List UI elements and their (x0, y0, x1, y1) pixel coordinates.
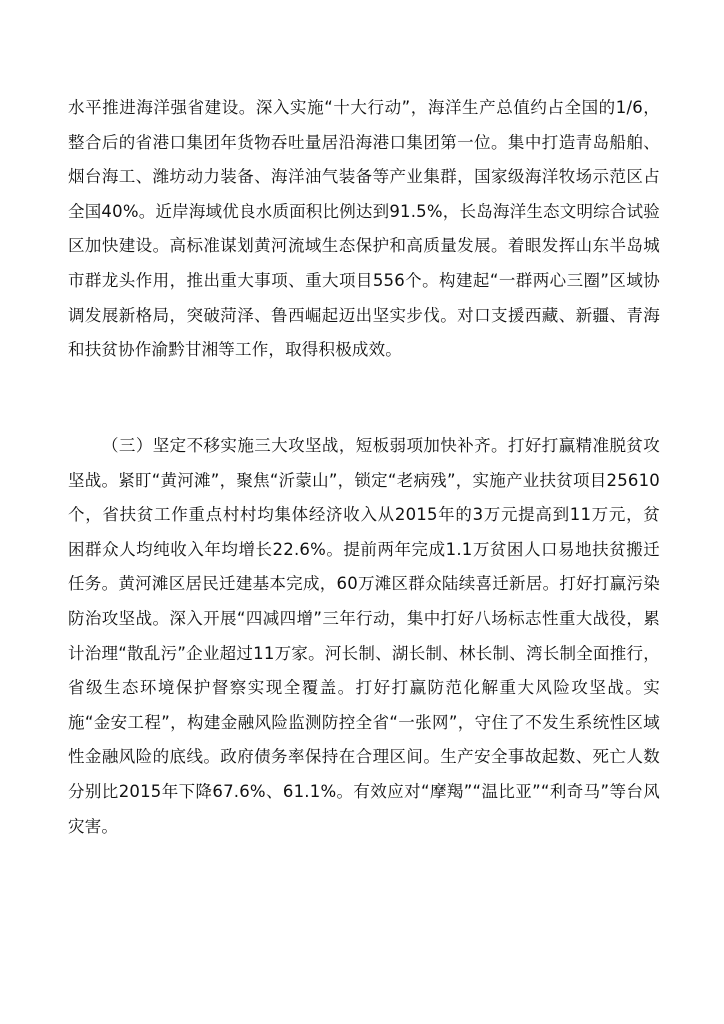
body-paragraph-three-battles: （三）坚定不移实施三大攻坚战，短板弱项加快补齐。打好打赢精准脱贫攻坚战。紧盯“黄河滩”，聚焦“沂蒙山”，锁定“老病残”，实施产业扶贫项目25610个，省扶贫工作重点村村均集体经济收入从2015年的3万元提高到11万元，贫困群众人均纯收入年均增长22.6%。提前两年完成1.1万贫困人口易地扶贫搬迁任务。黄河滩区居民迁建基本完成，60万滩区群众陆续喜迁新居。打好打赢污染防治攻坚战。深入开展“四减四增”三年行动，集中打好八场标志性重大战役，累计治理“散乱污”企业超过11万家。河长制、湖长制、林长制、湾长制全面推行，省级生态环境保护督察实现全覆盖。打好打赢防范化解重大风险攻坚战。实施“金安工程”，构建金融风险监测防控全省“一张网”，守住了不发生系统性区域性金融风险的底线。政府债务率保持在合理区间。生产安全事故起数、死亡人数分别比2015年下降67.6%、61.1%。有效应对“摩羯”“温比亚”“利奇马”等台风灾害。 (68, 436, 660, 836)
body-paragraph-marine-development: 水平推进海洋强省建设。深入实施“十大行动”，海洋生产总值约占全国的1/6，整合后的省港口集团年货物吞吐量居沿海港口集团第一位。集中打造青岛船舶、烟台海工、潍坊动力装备、海洋油气装备等产业集群，国家级海洋牧场示范区占全国40%。近岸海域优良水质面积比例达到91.5%，长岛海洋生态文明综合试验区加快建设。高标准谋划黄河流域生态保护和高质量发展。着眼发挥山东半岛城市群龙头作用，推出重大事项、重大项目556个。构建起“一群两心三圈”区域协调发展新格局，突破菏泽、鲁西崛起迈出坚实步伐。对口支援西藏、新疆、青海和扶贫协作渝黔甘湘等工作，取得积极成效。 (68, 98, 660, 360)
